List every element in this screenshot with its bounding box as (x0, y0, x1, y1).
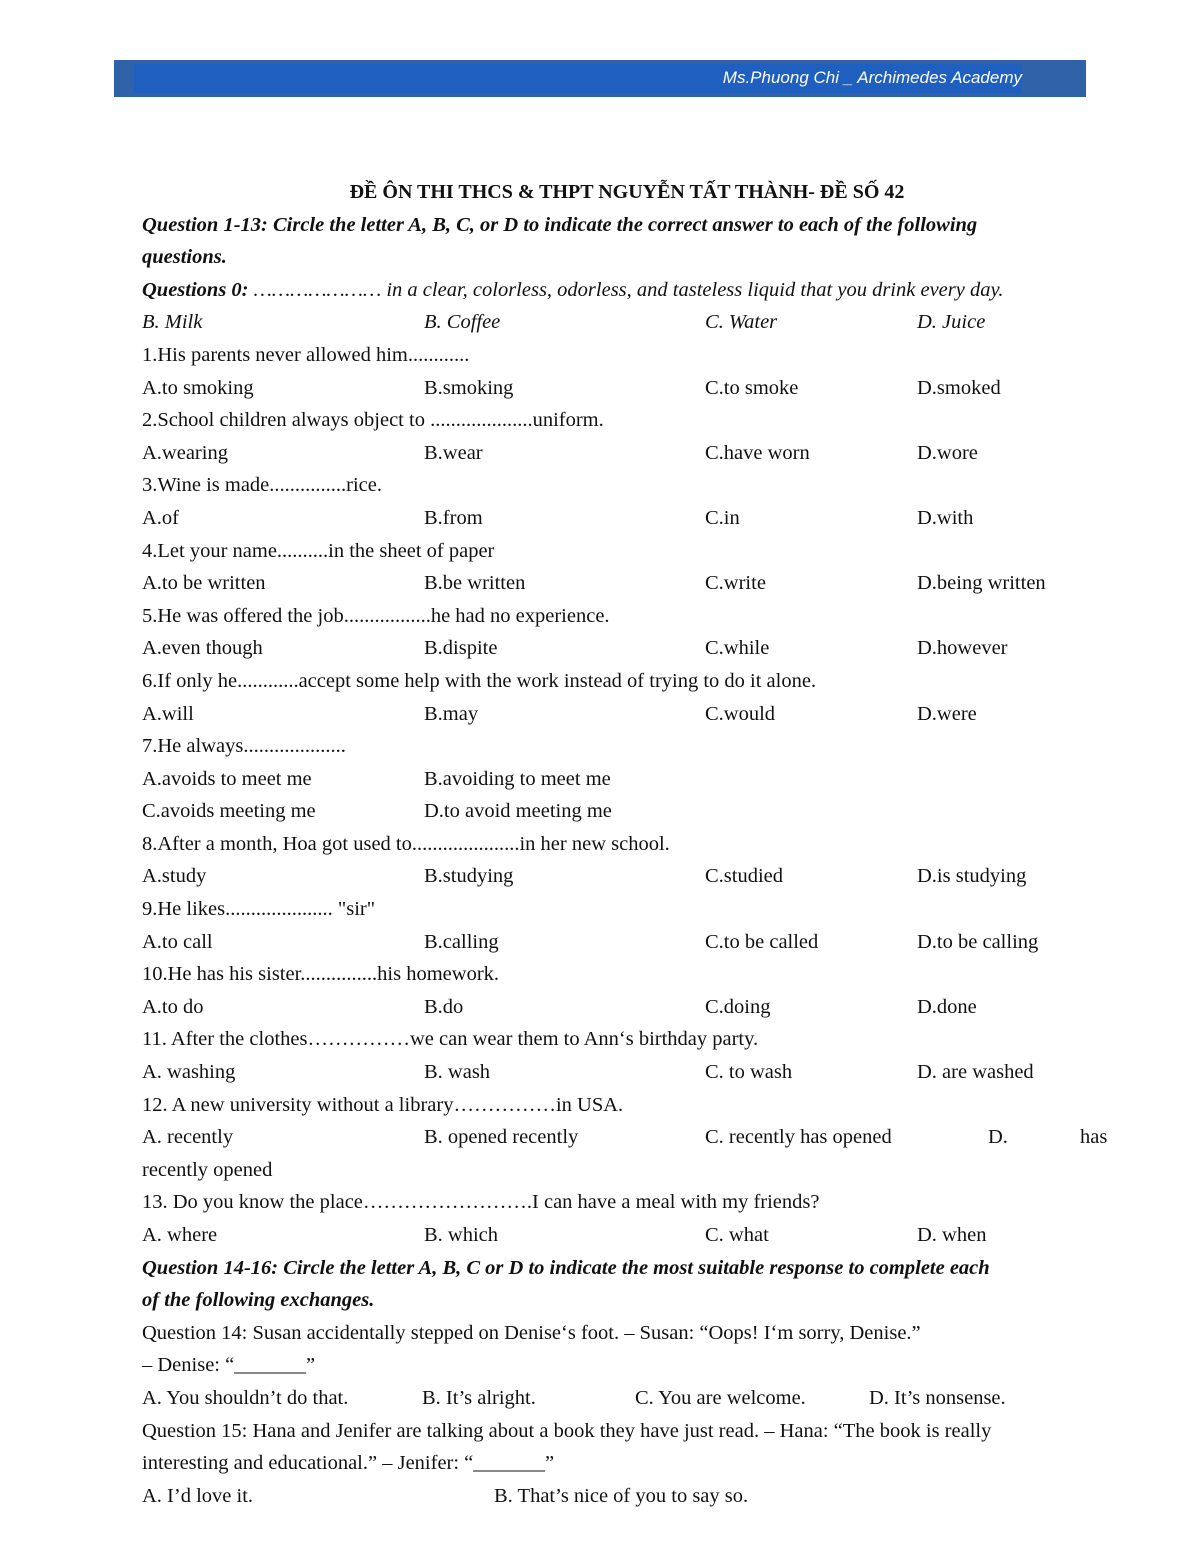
option-c: C.have worn (705, 441, 810, 464)
question-stem: 8.After a month, Hoa got used to.....................in her new school. (142, 832, 670, 855)
question-options (142, 1219, 1112, 1252)
question-stem: 1.His parents never allowed him............ (142, 343, 470, 366)
option-continuation: recently opened (142, 1158, 273, 1181)
option-b: B. Coffee (424, 311, 501, 334)
option-d: D.smoked (917, 376, 1001, 399)
question-stem: 5.He was offered the job.................he had no experience. (142, 604, 610, 627)
option-d-continued: has (1080, 1126, 1108, 1149)
question-options (142, 763, 1112, 796)
option-c: C. what (705, 1224, 769, 1246)
section1-instruction-1: Question 1-13: Circle the letter A, B, C, or D to indicate the correct answer to each of the following (142, 213, 978, 236)
option-a: A.study (142, 865, 207, 888)
option-c: C. Water (705, 311, 778, 334)
option-c: C.would (705, 702, 776, 725)
option-a: A.to be written (142, 572, 266, 595)
option-b: B.from (424, 506, 483, 529)
option-b: B. wash (424, 1061, 491, 1084)
question-options (142, 1056, 1112, 1089)
option-d: D.however (917, 637, 1008, 660)
document-body (142, 176, 1112, 1512)
option-a: A.to call (142, 930, 213, 953)
option-d: D. when (917, 1224, 987, 1246)
option-b: B.may (424, 702, 479, 725)
option-c: C.avoids meeting me (142, 800, 316, 823)
question-options (142, 632, 1112, 665)
question-15-stem: Question 15: Hana and Jenifer are talking about a book they have just read. – Hana: “The book is really (142, 1419, 992, 1442)
option-d: D.being written (917, 572, 1046, 595)
question-stem: 11. After the clothes……………we can wear them to Ann‘s birthday party. (142, 1028, 759, 1051)
option-a: A.avoids to meet me (142, 767, 312, 790)
option-d: D. are washed (917, 1061, 1034, 1084)
page-title: ĐỀ ÔN THI THCS & THPT NGUYỄN TẤT THÀNH- ĐỀ SỐ 42 (349, 181, 905, 203)
question-stem: 3.Wine is made...............rice. (142, 474, 382, 497)
option-a: A. recently (142, 1126, 234, 1149)
option-d: D.with (917, 506, 974, 529)
section1-instruction-2: questions. (142, 246, 227, 269)
question-15-options (142, 1480, 1112, 1513)
option-b: B.avoiding to meet me (424, 767, 611, 790)
option-d: D.to avoid meeting me (424, 800, 612, 823)
option-b: B.studying (424, 865, 514, 888)
question-stem: 13. Do you know the place…………………….I can have a meal with my friends? (142, 1191, 820, 1214)
question-options (142, 567, 1112, 600)
option-c: C.to smoke (705, 376, 799, 399)
option-a: A. I’d love it. (142, 1484, 254, 1507)
question-14-stem-2: – Denise: “_______” (142, 1354, 316, 1377)
option-d: D. Juice (917, 311, 986, 334)
option-c: C.in (705, 506, 740, 529)
question-stem: 10.He has his sister...............his homework. (142, 963, 500, 986)
option-b: B.dispite (424, 637, 498, 660)
option-a: A.even though (142, 637, 263, 660)
option-b: B. That’s nice of you to say so. (494, 1484, 749, 1507)
question-options (142, 437, 1112, 470)
option-d: D.wore (917, 441, 978, 464)
question-options (142, 991, 1112, 1024)
question-stem: 2.School children always object to ....................uniform. (142, 409, 604, 432)
option-d: D.to be calling (917, 930, 1039, 953)
option-a: A.of (142, 506, 180, 529)
question-15-stem-2: interesting and educational.” – Jenifer: “_______” (142, 1452, 555, 1475)
option-d: D.is studying (917, 865, 1027, 888)
question-stem: 12. A new university without a library……………in USA. (142, 1093, 624, 1116)
option-b: B. which (424, 1224, 499, 1246)
option-a: A.to smoking (142, 376, 254, 399)
option-b: B. opened recently (424, 1126, 579, 1149)
question-14-options (142, 1382, 1112, 1415)
option-b: B.smoking (424, 376, 514, 399)
option-c: C. You are welcome. (635, 1386, 806, 1409)
section2-instruction-2: of the following exchanges. (142, 1289, 375, 1312)
question-stem: 4.Let your name..........in the sheet of paper (142, 539, 495, 562)
question-stem: 9.He likes..................... "sir" (142, 898, 376, 921)
example-label: Questions 0: (142, 278, 249, 301)
option-b: B.do (424, 995, 464, 1018)
option-c: C.write (705, 572, 766, 595)
question-stem: 6.If only he............accept some help with the work instead of trying to do it alone. (142, 669, 817, 692)
header-text: Ms.Phuong Chi _ Archimedes Academy (722, 68, 1022, 87)
option-c: C.doing (705, 995, 771, 1018)
option-b: B.wear (424, 441, 483, 464)
option-a: A. washing (142, 1061, 236, 1084)
question-14-stem: Question 14: Susan accidentally stepped on Denise‘s foot. – Susan: “Oops! I‘m sorry, Denise.” (142, 1321, 921, 1344)
question-options (142, 372, 1112, 405)
example-text: ………………… in a clear, colorless, odorless, and tasteless liquid that you drink every day. (248, 278, 1004, 301)
option-c: C. to wash (705, 1061, 793, 1084)
option-a: A. You shouldn’t do that. (142, 1386, 349, 1409)
option-d: D. It’s nonsense. (869, 1386, 1006, 1409)
question-options (142, 795, 1112, 828)
option-a: A.wearing (142, 441, 228, 464)
header-band (114, 60, 1086, 97)
option-c: C.while (705, 637, 770, 660)
question-options (142, 926, 1112, 959)
option-c: C. recently has opened (705, 1126, 892, 1149)
question-options (142, 860, 1112, 893)
question-options (142, 698, 1112, 731)
question-options (142, 1121, 1112, 1154)
section2-instruction-1: Question 14-16: Circle the letter A, B, C or D to indicate the most suitable response to complete each (142, 1256, 990, 1279)
option-a: A.to do (142, 995, 204, 1018)
option-b: B.be written (424, 572, 526, 595)
question-stem: 7.He always.................... (142, 735, 346, 758)
question-options (142, 502, 1112, 535)
option-d: D.done (917, 995, 977, 1018)
example-question (142, 274, 1112, 307)
option-b: B.calling (424, 930, 499, 953)
option-d: D. (988, 1126, 1008, 1149)
option-d: D.were (917, 702, 977, 725)
option-a: B. Milk (142, 311, 203, 334)
option-a: A. where (142, 1224, 218, 1246)
option-c: C.studied (705, 865, 784, 888)
option-a: A.will (142, 702, 194, 725)
option-b: B. It’s alright. (422, 1386, 536, 1409)
example-options (142, 306, 1112, 339)
option-c: C.to be called (705, 930, 819, 953)
